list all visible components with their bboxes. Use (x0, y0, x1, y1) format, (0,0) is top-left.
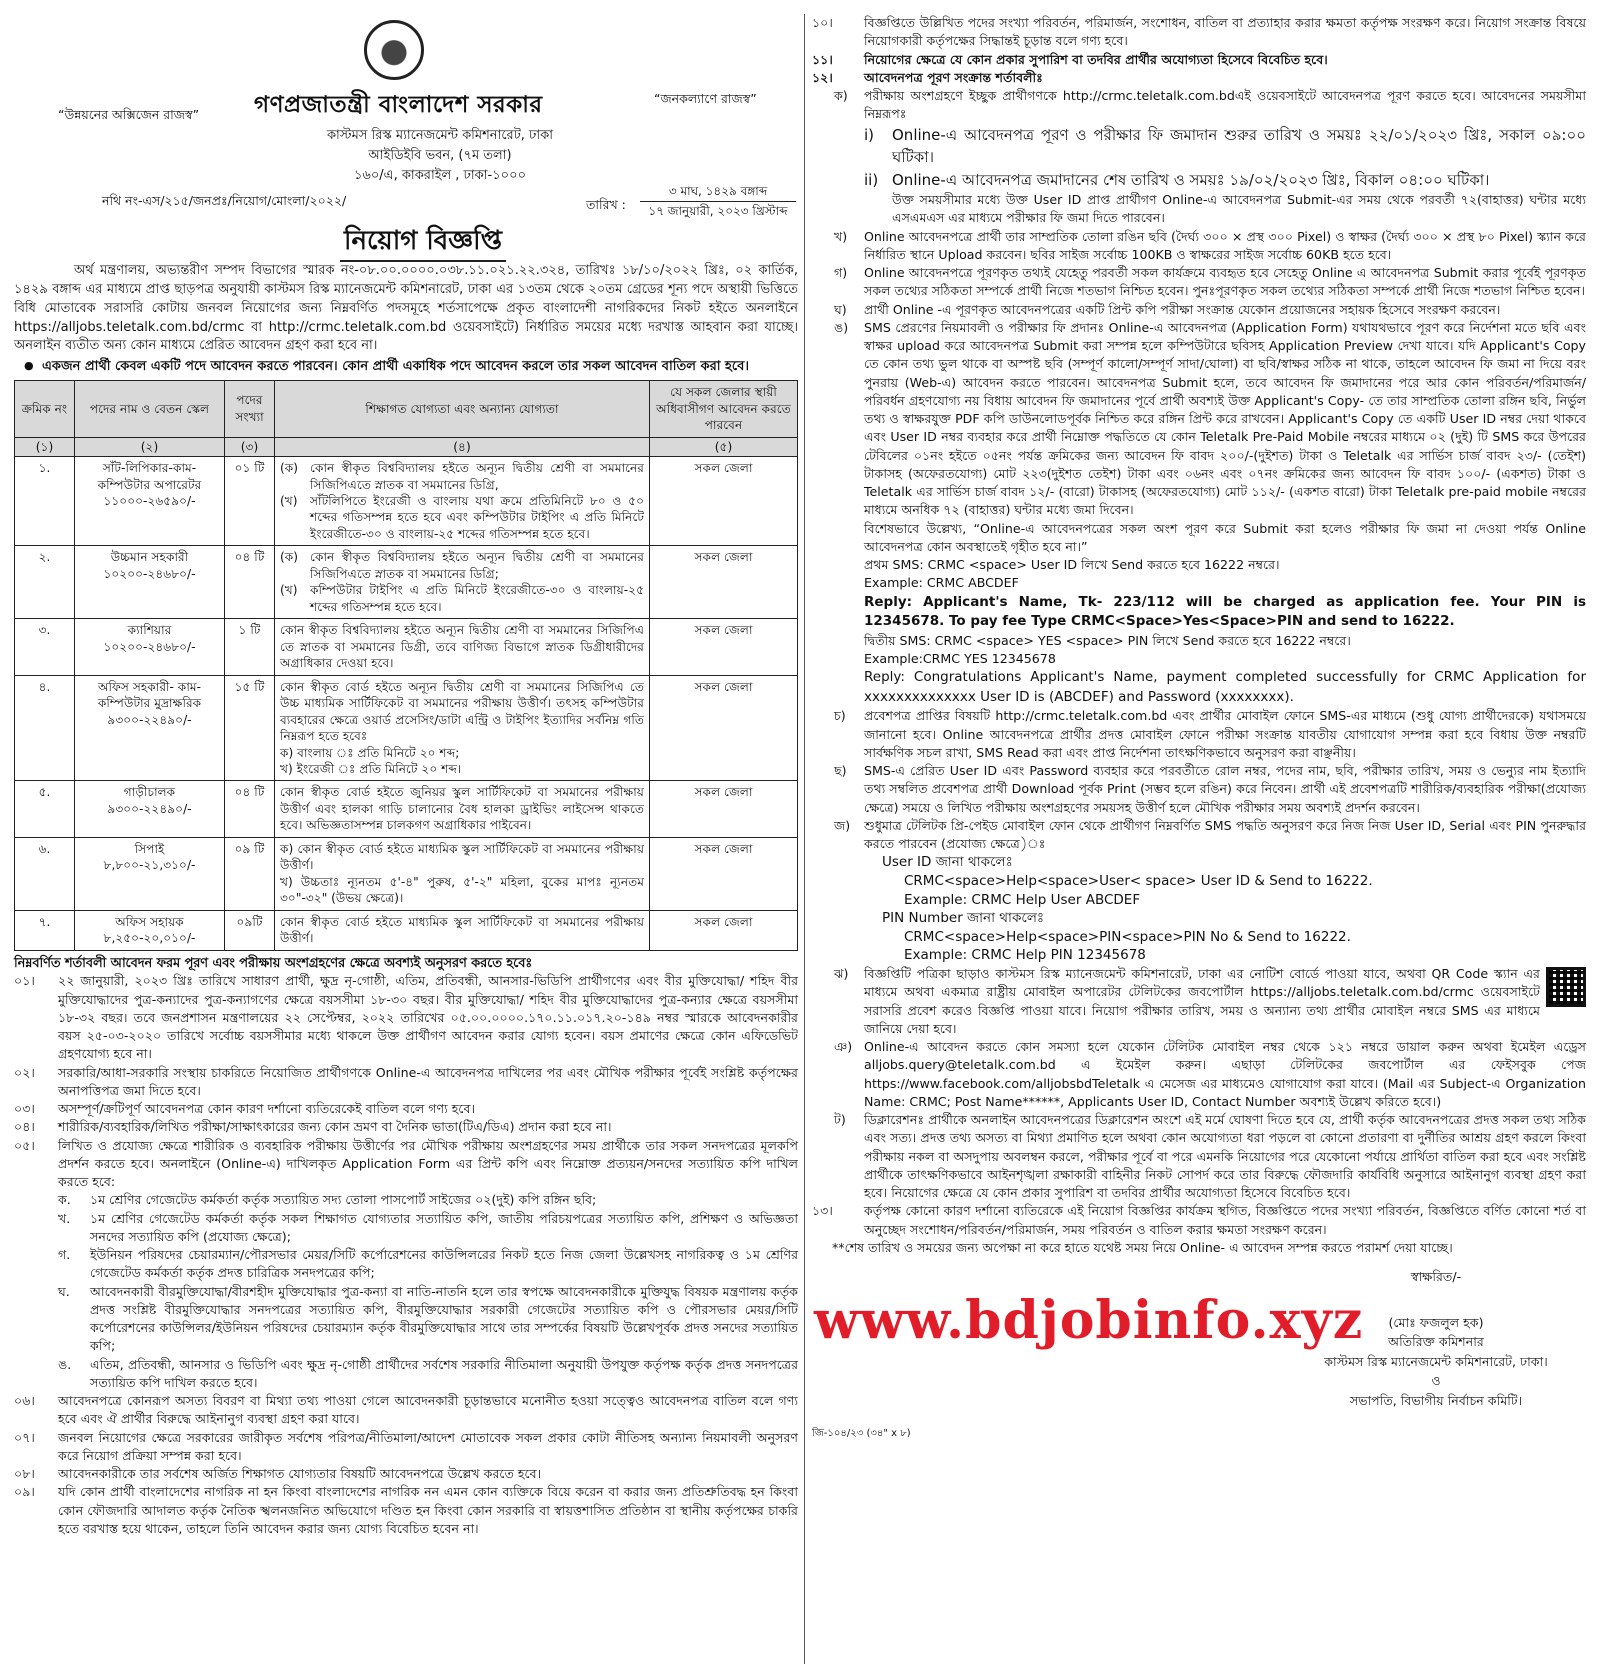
post-name: গাড়ীচালক (123, 785, 176, 800)
pay-scale: ১১০০০-২৬৫৯০/- (103, 493, 196, 508)
left-column (14, 14, 798, 1538)
qualification-line: খ) উচ্চতাঃ ন্যূনতম ৫'-৪" পুরুষ, ৫'-২" মহিলা, বুকের মাপঃ ন্যূনতম ৩০"-৩২" (উভয় ক্ষেত্রে)। (280, 874, 644, 906)
qualification-cell (275, 910, 650, 950)
signer-name: (মোঃ ফজলুল হক) (1388, 1314, 1484, 1330)
signer-office: কাস্টমস রিস্ক ম্যানেজমেন্ট কমিশনারেট, ঢাকা। (1324, 1353, 1548, 1369)
motto-right: “জনকল্যাণে রাজস্ব” (654, 91, 757, 106)
document-requirement: ক. ১ম শ্রেণির গেজেটেড কর্মকর্তা কর্তৃক সত্যায়িত সদ্য তোলা পাসপোর্ট সাইজের ০২(দুই) কপি রঙ্গিন ছবি; (58, 1192, 597, 1208)
post-cell (75, 910, 225, 950)
condition-item: ০৫। লিখিত ও প্রযোজ্য ক্ষেত্রে শারীরিক ও ব্যবহারিক পরীক্ষায় উত্তীর্ণের পর মৌখিক পরীক্ষায় অংশগ্রহণের সময় প্রার্থীকে তার সকল সনদপত্রের মূলকপি প্রদর্শন করতে হবে। অনলাইনে (Online-এ) দাখিলকৃত Application Form এর প্রিন্ট কপি এবং নিম্নোক্ত প্রত্যয়ন/সনদের সত্যায়িত কপি দাখিল করতে হবে: (14, 1137, 798, 1190)
column-divider (804, 14, 805, 1664)
post-cell (75, 675, 225, 781)
rule-item: খ) Online আবেদনপত্রে প্রার্থী তার সাম্প্রতিক তোলা রঙিন ছবি (দৈর্ঘ্য ৩০০ × প্রস্থ ৩০০ Pixel) ও স্বাক্ষর (দৈর্ঘ্য ৩০০ × প্রস্থ ৮০ Pixel) স্ক্যান করে নির্ধারিত স্থানে Upload করবেন। ছবির সাইজ সর্বোচ্চ 100KB ও স্বাক্ষরের সাইজ সর্বোচ্চ 60KB হতে হবে। (834, 228, 1586, 262)
signature-block (1316, 1267, 1556, 1410)
table-row (15, 837, 798, 910)
rule-item: ঘ) প্রার্থী Online -এ পূরণকৃত আবেদনপত্রের একটি প্রিন্ট কপি পরীক্ষা সংক্রান্ত যেকোন প্রয়োজনের সহায়ক হিসেবে সংরক্ষণ করবেন। (834, 301, 1501, 317)
post-count-cell: ০৪ টি (225, 781, 275, 837)
pay-scale: ৯৩০০-২২৪৯০/- (107, 712, 192, 727)
recover-pin-command: CRMC<space>Help<space>PIN<space>PIN No & Send to 16222. (904, 928, 1351, 945)
rule-item: ক) পরীক্ষায় অংশগ্রহণে ইচ্ছুক প্রার্থীগণকে http://crmc.teletalk.com.bdএই ওয়েবসাইটে আবেদনপত্র পূরণ করতে হবে। আবেদনের সময়সীমা নিম্নরূপঃ (834, 88, 1586, 122)
district-cell: সকল জেলা (650, 781, 798, 837)
qualification-cell (275, 837, 650, 910)
recover-userid-example: Example: CRMC Help User ABCDEF (904, 891, 1141, 908)
table-row (15, 910, 798, 950)
recover-userid (812, 853, 1586, 909)
date-english: ১৭ জানুয়ারী, ২০২৩ খ্রিস্টাব্দ (648, 203, 788, 218)
conditions-list (14, 972, 798, 1538)
recover-userid-label: User ID জানা থাকলেঃ (882, 854, 1013, 871)
post-cell (75, 619, 225, 675)
table-row (15, 546, 798, 619)
posts-table (14, 380, 798, 951)
condition-item: ০৮। আবেদনকারীকে তার সর্বশেষ অর্জিত শিক্ষাগত যোগ্যতার বিষয়টি আবেদনপত্রে উল্লেখ করতে হবে। (14, 1466, 542, 1482)
condition-item: ১১। নিয়োগের ক্ষেত্রে যে কোন প্রকার সুপারিশ বা তদবির প্রার্থীর অযোগ্যতা হিসেবে বিবেচিত হবে। (812, 51, 1328, 67)
table-row (15, 781, 798, 837)
condition-item: ০৯। যদি কোন প্রার্থী বাংলাদেশের নাগরিক না হন কিংবা বাংলাদেশের নাগরিক নন এমন কোন ব্যক্তিকে বিয়ে করেন বা করার জন্য প্রতিশ্রুতিবদ্ধ হন কিংবা কোন ফৌজদারি আদালত কর্তৃক নৈতিক স্খলনজনিত অভিযোগে দণ্ডিত হন কিংবা কোন সরকারি বা স্বায়ত্তশাসিত প্রতিষ্ঠান বা স্থানীয় কর্তৃপক্ষের চাকরি হতে বরখাস্ত হয়ে থাকেন, তাহলে তিনি আবেদন করার জন্য যোগ্য বিবেচিত হবেন না। (14, 1484, 798, 1536)
table-body (15, 457, 798, 951)
special-note: বিশেষভাবে উল্লেখ্য, “Online-এ আবেদনপত্রের সকল অংশ পূরণ করে Submit করা হলেও পরীক্ষার ফি জমা না দেওয়া পর্যন্ত Online আবেদনপত্র কোন অবস্থাতেই গৃহীত হবে না।” (864, 520, 1586, 554)
post-name: সাঁট-লিপিকার-কাম-কম্পিউটার অপারেটর (97, 461, 202, 492)
right-column (812, 14, 1586, 1447)
condition-item: ১০। বিজ্ঞপ্তিতে উল্লিখিত পদের সংখ্যা পরিবর্তন, পরিমার্জন, সংশোধন, বাতিল বা প্রত্যাহার করার ক্ষমতা কর্তৃপক্ষ সংরক্ষণ করে। নিয়োগ সংক্রান্ত বিষয়ে নিয়োগকারী কর্তৃপক্ষের সিদ্ধান্তই চূড়ান্ত বলে গণ্য হবে। (812, 15, 1586, 49)
qualification-line: কোন স্বীকৃত বোর্ড হইতে মাধ্যমিক স্কুল সার্টিফিকেট বা সমমানের পরীক্ষায় উত্তীর্ণ। (280, 914, 644, 946)
serial-cell: ১. (15, 457, 75, 546)
qualification-line: (খ) সাঁটলিপিতে ইংরেজী ও বাংলায় যথা ক্রমে প্রতিমিনিটে ৮০ ও ৫০ শব্দের গতিসম্পন্ন হতে হবে এবং কম্পিউটার টাইপিং এ প্রতি মিনিটে ইংরেজীতে-৩০ ও বাংলায়-২৫ শব্দের গতিসম্পন্ন হতে হবে। (280, 493, 644, 541)
rule-item: ট) ডিক্লারেশনঃ প্রার্থীকে অনলাইন আবেদনপত্রের ডিক্লারেশন অংশে এই মর্মে ঘোষণা দিতে হবে যে, প্রার্থী কর্তৃক আবেদনপত্রের প্রদত্ত সকল তথ্য সঠিক এবং সত্য। প্রদত্ত তথ্য অসত্য বা মিথ্যা প্রমাণিত হলে অথবা কোন অযোগ্যতা ধরা পড়লে বা কোনো প্রতারণা বা দুর্নীতির আশ্রয় গ্রহণ করলে কিংবা পরীক্ষায় নকল বা অসদুপায় অবলম্বন করলে, পরীক্ষার পূর্বে বা পরে এমনকি নিয়োগের পরে যেকোনো পর্যায়ে প্রার্থিতা বাতিল করা হবে এবং সংশ্লিষ্ট প্রার্থীকে তাৎক্ষণিকভাবে আইনশৃঙ্খলা রক্ষাকারী বাহিনীর নিকট সোপর্দ করে তার বিরুদ্ধে ফৌজদারি কার্যবিধি অনুসারে আইনানুগ ব্যবস্থা গ্রহণ করা হবে। নিয়োগের ক্ষেত্রে যে কোন প্রকার সুপারিশ বা তদবির প্রার্থীর অযোগ্যতা হিসেবে বিবেচিত হবে। (834, 1112, 1586, 1200)
table-header-row (15, 381, 798, 437)
deadline-start: i) Online-এ আবেদনপত্র পূরণ ও পরীক্ষার ফি জমাদান শুরুর তারিখ ও সময়ঃ ২২/০১/২০২৩ খ্রিঃ, সকাল ০৯:০০ ঘটিকা। (864, 125, 1586, 166)
district-cell: সকল জেলা (650, 675, 798, 781)
post-cell (75, 546, 225, 619)
post-count-cell: ১ টি (225, 619, 275, 675)
qualification-line: ক) কোন স্বীকৃত বোর্ড হইতে মাধ্যমিক স্কুল সার্টিফিকেট বা সমমানের পরীক্ষায় উত্তীর্ণ। (280, 841, 644, 873)
sms-second: দ্বিতীয় SMS: CRMC <space> YES <space> PIN লিখে Send করতে হবে 16222 নম্বরে। (864, 632, 1351, 648)
serial-cell: ৭. (15, 910, 75, 950)
post-name: অফিস সহকারী- কাম- কম্পিউটার মুদ্রাক্ষরিক (97, 679, 202, 711)
qualification-cell (275, 781, 650, 837)
condition-item: ০৬। আবেদনপত্রে কোনরূপ অসত্য বিবরণ বা মিথ্যা তথ্য পাওয়া গেলে আবেদনকারী চূড়ান্তভাবে মনোনীত হওয়া সত্ত্বেও আবেদনপত্র বাতিল বলে গণ্য হবে এবং ঐ প্রার্থীর বিরুদ্ধে আইনানুগ ব্যবস্থা গ্রহণ করা যাবে। (14, 1393, 798, 1427)
qualification-line: কোন স্বীকৃত বিশ্ববিদ্যালয় হইতে অন্যূন দ্বিতীয় শ্রেণী বা সমমানের সিজিপিএ তে স্নাতক বা সমমানের ডিগ্রী, তবে বাণিজ্য বিভাগে স্নাতক ডিগ্রীধারীদের অগ্রাধিকার দেওয়া হবে। (280, 623, 644, 671)
qualification-line: ক) বাংলায় ঃ প্রতি মিনিটে ২০ শব্দ; (280, 745, 460, 760)
condition-item: ০৭। জনবল নিয়োগের ক্ষেত্রে সরকারের জারীকৃত সর্বশেষ পরিপত্র/নীতিমালা/আদেশ মোতাবেক সকল প্রকার কোটা নীতিসহ অন্যান্য নিয়মাবলী অনুসরণ করে নিয়োগ প্রক্রিয়া সম্পন্ন করা হবে। (14, 1429, 798, 1463)
document-requirement: ঘ. আবেদনকারী বীরমুক্তিযোদ্ধা/বীরশহীদ মুক্তিযোদ্ধার পুত্র-কন্যা বা নাতি-নাতনি হলে তার স্বপক্ষে আবেদনকারীকে মুক্তিযুদ্ধ বিষয়ক মন্ত্রণালয় কর্তৃক প্রদত্ত সংশ্লিষ্ট বীরমুক্তিযোদ্ধার সনদপত্রের সত্যায়িত কপি, বীরমুক্তিযোদ্ধার সরকারী গেজেটের সত্যায়িত কপি ও পৌরসভার মেয়র/সিটি কর্পোরেশনের কাউন্সিলর/ইউনিয়ন পরিষদের চেয়ারম্যান কর্তৃক বীরমুক্তিযোদ্ধার সাথে তার সম্পর্কের বিষয়টি উল্লেখপূর্বক প্রদত্ত সনদের সত্যায়িত কপি; (58, 1283, 798, 1354)
column-header: ক্রমিক নং (15, 381, 75, 437)
post-count-cell: ০৯ টি (225, 837, 275, 910)
index-cell: (২) (75, 437, 225, 456)
qualification-line: (ক) কোন স্বীকৃত বিশ্ববিদ্যালয় হইতে অন্যূন দ্বিতীয় শ্রেণী বা সমমানের সিজিপিএতে স্নাতক বা সমমানের ডিগ্রি, (280, 461, 644, 492)
pay-scale: ১০২০০-২৪৬৮০/- (103, 639, 196, 654)
index-cell: (১) (15, 437, 75, 456)
rule-item: ঙ) SMS প্রেরণের নিয়মাবলী ও পরীক্ষার ফি প্রদানঃ Online-এ আবেদনপত্র (Application Form) যথাযথভাবে পূরণ করে নির্দেশনা মতে ছবি এবং স্বাক্ষর upload করে আবেদনপত্র Submit করা সম্পন্ন হলে কম্পিউটারে ছবিসহ Application Preview দেখা যাবে। যদি Applicant's Copy তে কোন তথ্য ভুল থাকে বা অস্পষ্ট ছবি (সম্পূর্ণ কালো/সম্পূর্ণ সাদা/ঘোলা) বা ছবি/স্বাক্ষর সঠিক না থাকে, তাহলে আবেদন ফি জমা না দিয়ে বরং পুনরায় (Web-এ) আবেদন করতে পারবেন। আবেদনপত্র Submit হলে, তবে আবেদন ফি জমাদানের পরে আর কোন পরিবর্তন/পরিমার্জন/পরিবর্ধন গ্রহণযোগ্য নয় বিধায় আবেদন ফি জমাদানের পূর্বে প্রার্থী অবশ্যই উক্ত Applicant's Copy- তে তার সাম্প্রতিক তোলা রঙ্গিন ছবি, নির্ভুল তথ্য ও স্বাক্ষরযুক্ত PDF কপি ডাউনলোডপূর্বক নিশ্চিত করে রঙ্গিন প্রিন্ট করে রাখবেন। Applicant's Copy তে একটি User ID নম্বর দেয়া থাকবে এবং User ID নম্বর ব্যবহার করে প্রার্থী নিম্নোক্ত পদ্ধতিতে যে কোন Teletalk Pre-Paid Mobile নম্বরের মাধ্যমে ০২ (দুই) টি SMS করে উপরের টেবিলের ০১নং হইতে ০৫নং পর্যন্ত ক্রমিকের জন্য আবেদন ফি বাবদ ২০০/-(দুইশত) টাকা ও Teletalk এর সার্ভিস চার্জ বাবদ ২৩/- (তেইশ) টাকাসহ (অফেরতযোগ্য) মোট ২২৩(দুইশত তেইশ) টাকা এবং ০৬নং এবং ০৭নং ক্রমিকের জন্য আবেদন ফি বাবদ ১০০/- (একশত) টাকা ও Teletalk এর সার্ভিস চার্জ বাবদ ১২/- (বারো) টাকাসহ (অফেরতযোগ্য) মোট ১১২/- (একশত বারো) টাকা Teletalk pre-paid mobile নম্বরের মাধ্যমে অনধিক ৭২ (বাহাত্তর) ঘন্টার মধ্যে জমা দিবেন। (834, 319, 1586, 518)
reference-number: নথি নং-এস/২১৫/জনপ্রঃ/নিয়োগ/মোংলা/২০২২/ (102, 193, 347, 208)
post-count-cell: ০১ টি (225, 457, 275, 546)
government-name: গণপ্রজাতন্ত্রী বাংলাদেশ সরকার (254, 92, 543, 118)
rule-item: গ) Online আবেদনপত্রে পূরণকৃত তথ্যই যেহেতু পরবর্তী সকল কার্যক্রমে ব্যবহৃত হবে সেহেতু Online এ আবেদনপত্র Submit করার পূর্বেই পূরণকৃত সকল তথ্যের সঠিকতা সম্পর্কে প্রার্থী নিজে শতভাগ নিশ্চিত হবেন। পুনঃপূরণকৃত সকল তথ্যের সঠিকতা সম্পর্কে প্রার্থী নিজে শতভাগ নিশ্চিত হবেন। (834, 265, 1586, 299)
sms-second-reply: Reply: Congratulations Applicant's Name, payment completed successfully for CRMC Application for xxxxxxxxxxxxxx User ID is (ABCDEF) and Password (xxxxxxxx). (864, 669, 1586, 705)
footer (812, 1267, 1586, 1447)
single-post-note: ● একজন প্রার্থী কেবল একটি পদে আবেদন করতে পারবেন। কোন প্রার্থী একাধিক পদে আবেদন করলে তার সকল আবেদন বাতিল করা হবে। (14, 358, 798, 376)
pay-scale: ১০২০০-২৪৬৮০/- (103, 566, 196, 581)
intro-paragraph: অর্থ মন্ত্রণালয়, অভ্যন্তরীণ সম্পদ বিভাগের স্মারক নং-০৮.০০.০০০০.০৩৮.১১.০২১.২২.৩২৪, তারিখঃ ১৮/১০/২০২২ খ্রিঃ, ০২ কার্তিক, ১৪২৯ বঙ্গাব্দ এর মাধ্যমে প্রাপ্ত ছাড়পত্র অনুযায়ী কাস্টমস রিস্ক ম্যানেজমেন্ট কমিশনারেট, ঢাকা এর ১৩তম থেকে ২০তম গ্রেডের শূন্য পদে অস্থায়ী ভিত্তিতে বিধি মোতাবেক সরাসরি কোটায় জনবল নিয়োগের জন্য নিম্নবর্ণিত পদসমূহে শর্তসাপেক্ষে প্রকৃত বাংলাদেশী নাগরিকদের নিকট হইতে অনলাইনে https://alljobs.teletalk.com.bd/crmc বা http://crmc.teletalk.com.bd ওয়েবসাইটে) নির্ধারিত সময়ের মধ্যে দরখাস্ত আহবান করা যাচ্ছে। অনলাইন ব্যতীত অন্য কোন মাধ্যমে প্রেরিত আবেদন গ্রহণ করা হবে না। (14, 263, 798, 354)
qualification-line: খ) ইংরেজী ঃ প্রতি মিনিটে ২০ শব্দ। (280, 762, 462, 776)
office-line: ১৬০/এ, কাকরাইল , ঢাকা-১০০০ (353, 168, 527, 184)
page-title: নিয়োগ বিজ্ঞপ্তি (340, 224, 506, 262)
recover-pin (812, 909, 1586, 965)
office-line: কাস্টমস রিস্ক ম্যানেজমেন্ট কমিশনারেট, ঢাকা (326, 128, 554, 143)
qualification-cell (275, 546, 650, 619)
document-requirement: খ. ১ম শ্রেণির গেজেটেড কর্মকর্তা কর্তৃক সকল শিক্ষাগত যোগ্যতার সত্যায়িত কপি, জাতীয় পরিচয়পত্রের সত্যায়িত কপি, প্রশিক্ষণ ও অভিজ্ঞতা সনদের সত্যায়িত কপি (প্রযোজ্য ক্ষেত্রে); (58, 1210, 798, 1244)
rule-item: জ) শুধুমাত্র টেলিটক প্রি-পেইড মোবাইল ফোন থেকে প্রার্থীগণ নিম্নবর্ণিত SMS পদ্ধতি অনুসরণ করে নিজ নিজ User ID, Serial এবং PIN পুনরুদ্ধার করতে পারবেন (প্রযোজ্য ক্ষেত্রে)ঃ (834, 817, 1586, 851)
post-count-cell: ০৪ টি (225, 546, 275, 619)
date-box (640, 182, 796, 220)
recover-userid-command: CRMC<space>Help<space>User< space> User ID & Send to 16222. (904, 872, 1373, 889)
post-name: সিপাই (134, 841, 165, 856)
district-cell: সকল জেলা (650, 910, 798, 950)
print-code: জি-১০৪/২৩ (৩৪" x ৮) (812, 1428, 911, 1439)
signed-label: স্বাক্ষরিত/- (1410, 1269, 1462, 1284)
district-cell: সকল জেলা (650, 619, 798, 675)
condition-item: ১২। আবেদনপত্র পূরণ সংক্রান্ত শর্তাবলীঃ (812, 69, 1043, 85)
qualification-line: কোন স্বীকৃত বোর্ড হইতে জুনিয়র স্কুল সার্টিফিকেট বা সমমানের পরীক্ষায় উত্তীর্ণ এবং হালকা গাড়ি চালানোর বৈধ হালকা ড্রাইভিং লাইসেন্স থাকতে হবে। অভিজ্ঞতাসম্পন্ন চালকগণ অগ্রাধিকার পাইবেন। (280, 785, 644, 833)
deadline-note: উক্ত সময়সীমার মধ্যে উক্ত User ID প্রাপ্ত প্রার্থীগণ Online-এ আবেদনপত্র Submit-এর সময় থেকে পরবর্তী ৭২(বাহাত্তর) ঘন্টার মধ্যে এসএমএস এর মাধ্যমে পরীক্ষার ফি জমা দিতে পারবেন। (892, 192, 1586, 226)
index-cell: (৪) (275, 437, 650, 456)
table-index-row (15, 437, 798, 456)
serial-cell: ৪. (15, 675, 75, 781)
sms-first: প্রথম SMS: CRMC <space> User ID লিখে Send করতে হবে 16222 নম্বরে। (864, 557, 1280, 572)
pay-scale: ৯৩০০-২২৪৯০/- (107, 801, 192, 816)
column-header: শিক্ষাগত যোগ্যতা এবং অন্যান্য যোগ্যতা (275, 381, 650, 437)
table-row (15, 675, 798, 781)
district-cell: সকল জেলা (650, 457, 798, 546)
signer-committee: সভাপতি, বিভাগীয় নির্বাচন কমিটি। (1349, 1392, 1523, 1408)
qualification-line: (খ) কম্পিউটার টাইপিং এ প্রতি মিনিটে ইংরেজীতে-৩০ ও বাংলায়-২৫ শব্দের গতিসম্পন্ন হতে হবে। (280, 583, 644, 614)
serial-cell: ৫. (15, 781, 75, 837)
condition-item: ০৪। শারীরিক/ব্যবহারিক/লিখিত পরীক্ষা/সাক্ষাৎকারের জন্য কোন ভ্রমণ বা দৈনিক ভাতা(টিএ/ডিএ) প্রদান করা হবে না। (14, 1119, 612, 1135)
document-requirement: ঙ. এতিম, প্রতিবন্ধী, আনসার ও ভিডিপি এবং ক্ষুদ্র নৃ-গোষ্ঠী প্রার্থীদের সর্বশেষ সরকারি নীতিমালা অনুযায়ী উপযুক্ত কর্তৃপক্ষ কর্তৃক প্রদত্ত সনদপত্রের সত্যায়িত কপি দাখিল করতে হবে। (58, 1356, 798, 1390)
date-label: তারিখ : (586, 197, 626, 212)
rule-item: ছ) SMS-এ প্রেরিত User ID এবং Password ব্যবহার করে পরবর্তীতে রোল নম্বর, পদের নাম, ছবি, পরীক্ষার তারিখ, সময় ও ভেন্যুর নাম ইত্যাদি তথ্য সম্বলিত প্রবেশপত্র প্রার্থী Download পূর্বক Print (সম্ভব হলে রঙিন) করে নিবেন। প্রার্থী এই প্রবেশপত্রটি শারীরিক/ব্যবহারিক পরীক্ষা(প্রযোজ্য ক্ষেত্রে) সময়ে ও লিখিত পরীক্ষায় অংশগ্রহণের সময়সহ উত্তীর্ণ হলে মৌখিক পরীক্ষার সময় অবশ্যই প্রদর্শন করবেন। (834, 763, 1586, 815)
index-cell: (৫) (650, 437, 798, 456)
qualification-cell (275, 675, 650, 781)
pay-scale: ৮,৮০০-২১,৩১০/- (103, 858, 196, 873)
column-header: পদের সংখ্যা (225, 381, 275, 437)
deadline-end: ii) Online-এ আবেদনপত্র জমাদানের শেষ তারিখ ও সময়ঃ ১৯/০২/২০২৩ খ্রিঃ, বিকাল ০৪:০০ ঘটিকা। (864, 170, 1490, 189)
rule-item: চ) প্রবেশপত্র প্রাপ্তির বিষয়টি http://crmc.teletalk.com.bd এবং প্রার্থীর মোবাইল ফোনে SMS-এর মাধ্যমে (শুধু যোগ্য প্রার্থীদেরকে) যথাসময়ে জানানো হবে। Online আবেদনপত্রে প্রার্থীর প্রদত্ত মোবাইল ফোনে পরীক্ষা সংক্রান্ত যাবতীয় যোগাযোগ সম্পন্ন করা হবে বিধায় উক্ত নম্বরটি সার্বক্ষণিক সচল রাখা, SMS Read করা এবং প্রাপ্ত নির্দেশনা তাৎক্ষণিকভাবে অনুসরণ করা বাঞ্ছনীয়। (834, 708, 1586, 760)
office-address (290, 126, 590, 186)
qualification-cell (275, 457, 650, 546)
advice-note: **শেষ তারিখ ও সময়ের জন্য অপেক্ষা না করে হাতে যথেষ্ট সময় নিয়ে Online- এ আবেদন সম্পন্ন করতে পরামর্শ দেয়া যাচ্ছে। (832, 1239, 1453, 1255)
serial-cell: ২. (15, 546, 75, 619)
document-requirement: গ. ইউনিয়ন পরিষদের চেয়ারম্যান/পৌরসভার মেয়র/সিটি কর্পোরেশনের কাউন্সিলরের নিকট হতে নিজ জেলা উল্লেখসহ নাগরিকত্ব ও ১ম শ্রেণির গেজেটেড কর্মকর্তা কর্তৃক প্রদত্ত চারিত্রিক সনদপত্রের কপি; (58, 1247, 798, 1281)
post-name: ক্যাশিয়ার (127, 623, 172, 638)
signer-and: ও (1431, 1373, 1441, 1389)
post-cell (75, 457, 225, 546)
sms-second-example: Example:CRMC YES 12345678 (864, 650, 1056, 666)
table-row (15, 457, 798, 546)
qr-code-icon[interactable] (1546, 967, 1586, 1007)
condition-item: ১৩। কর্তৃপক্ষ কোনো কারণ দর্শানো ব্যতিরেকে এই নিয়োগ বিজ্ঞপ্তির কার্যক্রম স্থগিত, বিজ্ঞপ্তিতে পদের সংখ্যা পরিবর্তন, বিজ্ঞপ্তিতে বর্ণিত কোনো শর্ত বা অনুচ্ছেদ সংশোধন/পরিবর্তন/পরিমার্জন, সময় পরিবর্তন ও বাতিল করার ক্ষমতা সংরক্ষণ করেন। (812, 1203, 1586, 1237)
index-cell: (৩) (225, 437, 275, 456)
district-cell: সকল জেলা (650, 837, 798, 910)
qualification-cell (275, 619, 650, 675)
recover-pin-label: PIN Number জানা থাকলেঃ (882, 910, 1045, 927)
motto-left: “উন্নয়নের অক্সিজেন রাজস্ব” (58, 107, 200, 122)
post-cell (75, 837, 225, 910)
serial-cell: ৩. (15, 619, 75, 675)
pay-scale: ৮,২৫০-২০,০১০/- (103, 931, 196, 946)
rule-item: ঝ) বিজ্ঞপ্তিটি পত্রিকা ছাড়াও কাস্টমস রিস্ক ম্যানেজমেন্ট কমিশনারেট, ঢাকা এর নোটিশ বোর্ডে পাওয়া যাবে, অথবা QR Code স্ক্যান এর মাধ্যমে অথবা একমাত্র রাষ্ট্রীয় মোবাইল অপারেটর টেলিটকের জবপোর্টাল https://alljobs.teletalk.com.bd/crmc ওয়েবসাইটে সরাসরি প্রবেশ করেও বিজ্ঞপ্তি পাওয়া যাবে। নিয়োগ পরীক্ষার তারিখ, সময় ও অন্যান্য তথ্য প্রার্থীর মোবাইল নম্বরে SMS এর মাধ্যমে জানিয়ে দেয়া হবে। (812, 965, 1586, 1038)
condition-item: ০৩। অসম্পূর্ণ/ক্রটিপূর্ণ আবেদনপত্র কোন কারণ দর্শানো ব্যতিরেকেই বাতিল বলে গণ্য হবে। (14, 1101, 475, 1117)
post-name: অফিস সহায়ক (115, 914, 184, 929)
office-line: আইডিইবি ভবন, (৭ম তলা) (368, 148, 512, 164)
post-name: উচ্চমান সহকারী (110, 550, 189, 565)
date-bangla: ৩ মাঘ, ১৪২৯ বঙ্গাব্দ (640, 182, 796, 202)
sms-first-reply: Reply: Applicant's Name, Tk- 223/112 will be charged as application fee. Your PIN is 12345678. To pay fee Type CRMC<Space>Yes<Space>PIN and send to 16222. (864, 593, 1586, 630)
letterhead (14, 14, 798, 256)
government-emblem-icon (364, 20, 424, 80)
watermark: www.bdjobinfo.xyz (814, 1290, 1364, 1351)
district-cell: সকল জেলা (650, 546, 798, 619)
table-row (15, 619, 798, 675)
condition-item: ০১। ২২ জানুয়ারী, ২০২৩ খ্রিঃ তারিখে সাধারণ প্রার্থী, ক্ষুদ্র নৃ-গোষ্ঠী, এতিম, প্রতিবন্ধী, আনসার-ভিডিপি প্রার্থীগণের এবং বীর মুক্তিযোদ্ধা/ শহিদ বীর মুক্তিযোদ্ধাদের পুত্র-কন্যাদের পুত্র-কন্যাগণের ক্ষেত্রে বয়সসীমা ১৮-৩০ বছর। বীর মুক্তিযোদ্ধা/ শহিদ বীর মুক্তিযোদ্ধাদের পুত্র-কন্যার ক্ষেত্রে বয়সসীমা ১৮-৩২ বছর। তবে জনপ্রশাসন মন্ত্রণালয়ের ২২ সেপ্টেম্বর, ২০২২ তারিখের ০৫.০০.০০০০.১৭০.১১.০১৭.২০-১৪৯ নম্বর স্মারকে আবেদনকারীর বয়স ২৫-০৩-২০২০ তারিখে সর্বোচ্চ বয়সসীমার মধ্যে থাকলে উক্ত প্রার্থীগণ আবেদন করার যোগ্য হবেন। বয়স প্রমাণের ক্ষেত্রে কোন এফিডেভিট গ্রহণযোগ্য হবে না। (14, 973, 799, 1062)
conditions-title: নিম্নবর্ণিত শর্তাবলী আবেদন ফরম পূরণ এবং পরীক্ষায় অংশগ্রহণের ক্ষেত্রে অবশ্যই অনুসরণ করতে হবেঃ (14, 955, 533, 971)
qualification-line: (ক) কোন স্বীকৃত বিশ্ববিদ্যালয় হইতে অন্যূন দ্বিতীয় শ্রেণী বা সমমানের সিজিপিএতে স্নাতক বা সমমানের ডিগ্রি; (280, 550, 644, 581)
column-header: পদের নাম ও বেতন স্কেল (75, 381, 225, 437)
rule-item: ঞ) Online-এ আবেদন করতে কোন সমস্যা হলে যেকোন টেলিটক মোবাইল নম্বর থেকে ১২১ নম্বরে ডায়াল করুন অথবা ইমেইল এড্রেস alljobs.query@teletalk.com.bd এ ইমেইল করুন। এছাড়া টেলিটকের জবপোর্টাল এর ফেইসবুক পেজ https://www.facebook.com/alljobsbdTeletalk এ মেসেজ এর মাধ্যমেও যোগাযোগ করা যাবে। (Mail এর Subject-এ Organization Name: CRMC; Post Name******, Applicants User ID, Contact Number অবশ্যই উল্লেখ করিতে হবে।) (834, 1039, 1586, 1109)
serial-cell: ৬. (15, 837, 75, 910)
qualification-line: কোন স্বীকৃত বোর্ড হইতে অন্যূন দ্বিতীয় শ্রেণী বা সমমানের সিজিপিএ তে উচ্চ মাধ্যমিক সার্টিফিকেট বা সমমানের পরীক্ষায় উত্তীর্ণ। তৎসহ কম্পিউটার ব্যবহারের ক্ষেত্রে ওয়ার্ড প্রসেসিং/ডাটা এন্ট্রি ও টাইপিং ইত্যাদির সর্বনিম্ন গতি নিম্নরূপ হতে হবেঃ (280, 679, 644, 744)
post-cell (75, 781, 225, 837)
recover-pin-example: Example: CRMC Help PIN 12345678 (904, 947, 1146, 964)
sms-first-example: Example: CRMC ABCDEF (864, 575, 1019, 591)
column-header: যে সকল জেলার স্থায়ী অধিবাসীগণ আবেদন করতে পারবেন (650, 381, 798, 437)
condition-item: ০২। সরকারি/আধা-সরকারি সংস্থায় চাকরিতে নিয়োজিত প্রার্থীগণকে Online-এ আবেদনপত্র দাখিলের পর এবং মৌখিক পরীক্ষার পূর্বেই সংশ্লিষ্ট কর্তৃপক্ষের অনাপত্তিপত্র জমা দিতে হবে। (14, 1064, 798, 1098)
post-count-cell: ১৫ টি (225, 675, 275, 781)
signer-designation: অতিরিক্ত কমিশনার (1388, 1334, 1484, 1350)
post-count-cell: ০৯টি (225, 910, 275, 950)
